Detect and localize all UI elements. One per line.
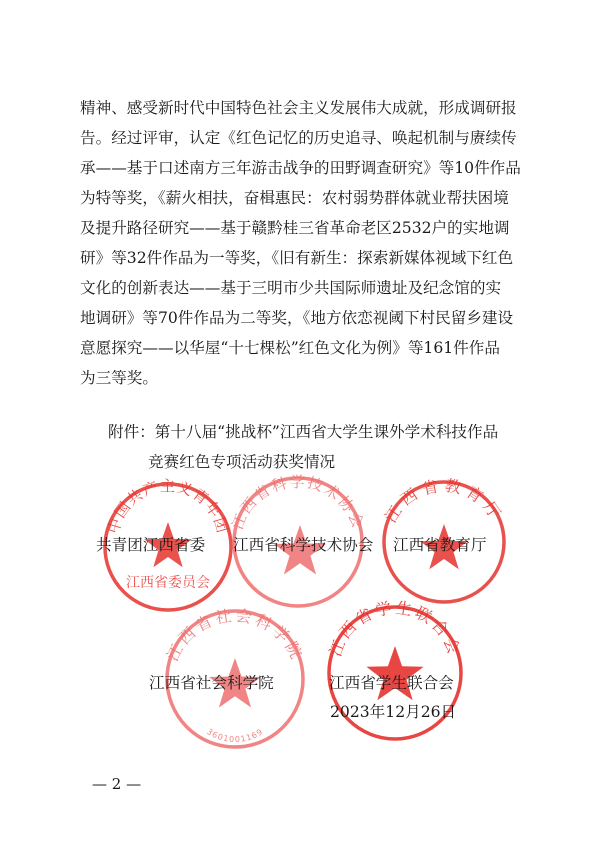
seal-ring-text: 江西省科学技术协会: [228, 472, 368, 533]
signatory-science-association: 江西省科学技术协会: [233, 536, 374, 554]
body-line: 精神、感受新时代中国特色社会主义发展伟大成就，形成调研报: [80, 99, 517, 117]
seal-bottom-text: 江西省委员会: [126, 575, 210, 591]
svg-text:江西省科学技术协会: [228, 473, 367, 532]
body-line: 承——基于口述南方三年游击战争的田野调查研究》等10件作品: [80, 159, 521, 177]
seal-ring-text: 江西省教育厅: [380, 475, 508, 527]
seal-ring-text: 江西省学生联合会: [325, 597, 465, 660]
svg-text:江西省社会科学院: [163, 606, 308, 664]
body-line: 告。经过评审，认定《红色记忆的历史追寻、唤起机制与赓续传: [80, 129, 517, 147]
attachment-title: 附件：第十八届“挑战杯”江西省大学生课外学术科技作品: [108, 423, 499, 441]
svg-text:3601001169: [205, 727, 265, 744]
seal-code-text: 3601001169: [205, 727, 265, 745]
signatory-student-federation: 江西省学生联合会: [329, 674, 454, 692]
body-line: 为三等奖。: [80, 369, 158, 387]
attachment-title-continued: 竞赛红色专项活动获奖情况: [148, 453, 336, 471]
issue-date: 2023年12月26日: [330, 703, 457, 721]
body-line: 地调研》等70件作品为二等奖，《地方依恋视阈下村民留乡建设: [80, 309, 514, 327]
signatory-social-sciences: 江西省社会科学院: [149, 674, 274, 692]
body-line: 意愿探究——以华屋“十七棵松”红色文化为例》等161件作品: [80, 339, 500, 357]
signatory-education-department: 江西省教育厅: [393, 536, 487, 554]
body-line: 及提升路径研究——基于赣黔桂三省革命老区2532户的实地调: [80, 219, 510, 237]
seal-ring-text: 中国共产主义青年团: [104, 477, 232, 536]
signatory-youth-league: 共青团江西省委: [96, 536, 206, 554]
attachment-note: [108, 417, 498, 477]
body-paragraph: [80, 93, 530, 393]
body-line: 研》等32件作品为一等奖，《旧有新生：探索新媒体视域下红色: [80, 249, 514, 267]
page-number: — 2 —: [92, 775, 142, 793]
body-line: 为特等奖，《薪火相扶，奋楫惠民：农村弱势群体就业帮扶困境: [80, 189, 509, 207]
seal-ring-text: 江西省社会科学院: [162, 605, 308, 665]
body-line: 文化的创新表达——基于三明市少共国际师遗址及纪念馆的实: [80, 279, 502, 297]
